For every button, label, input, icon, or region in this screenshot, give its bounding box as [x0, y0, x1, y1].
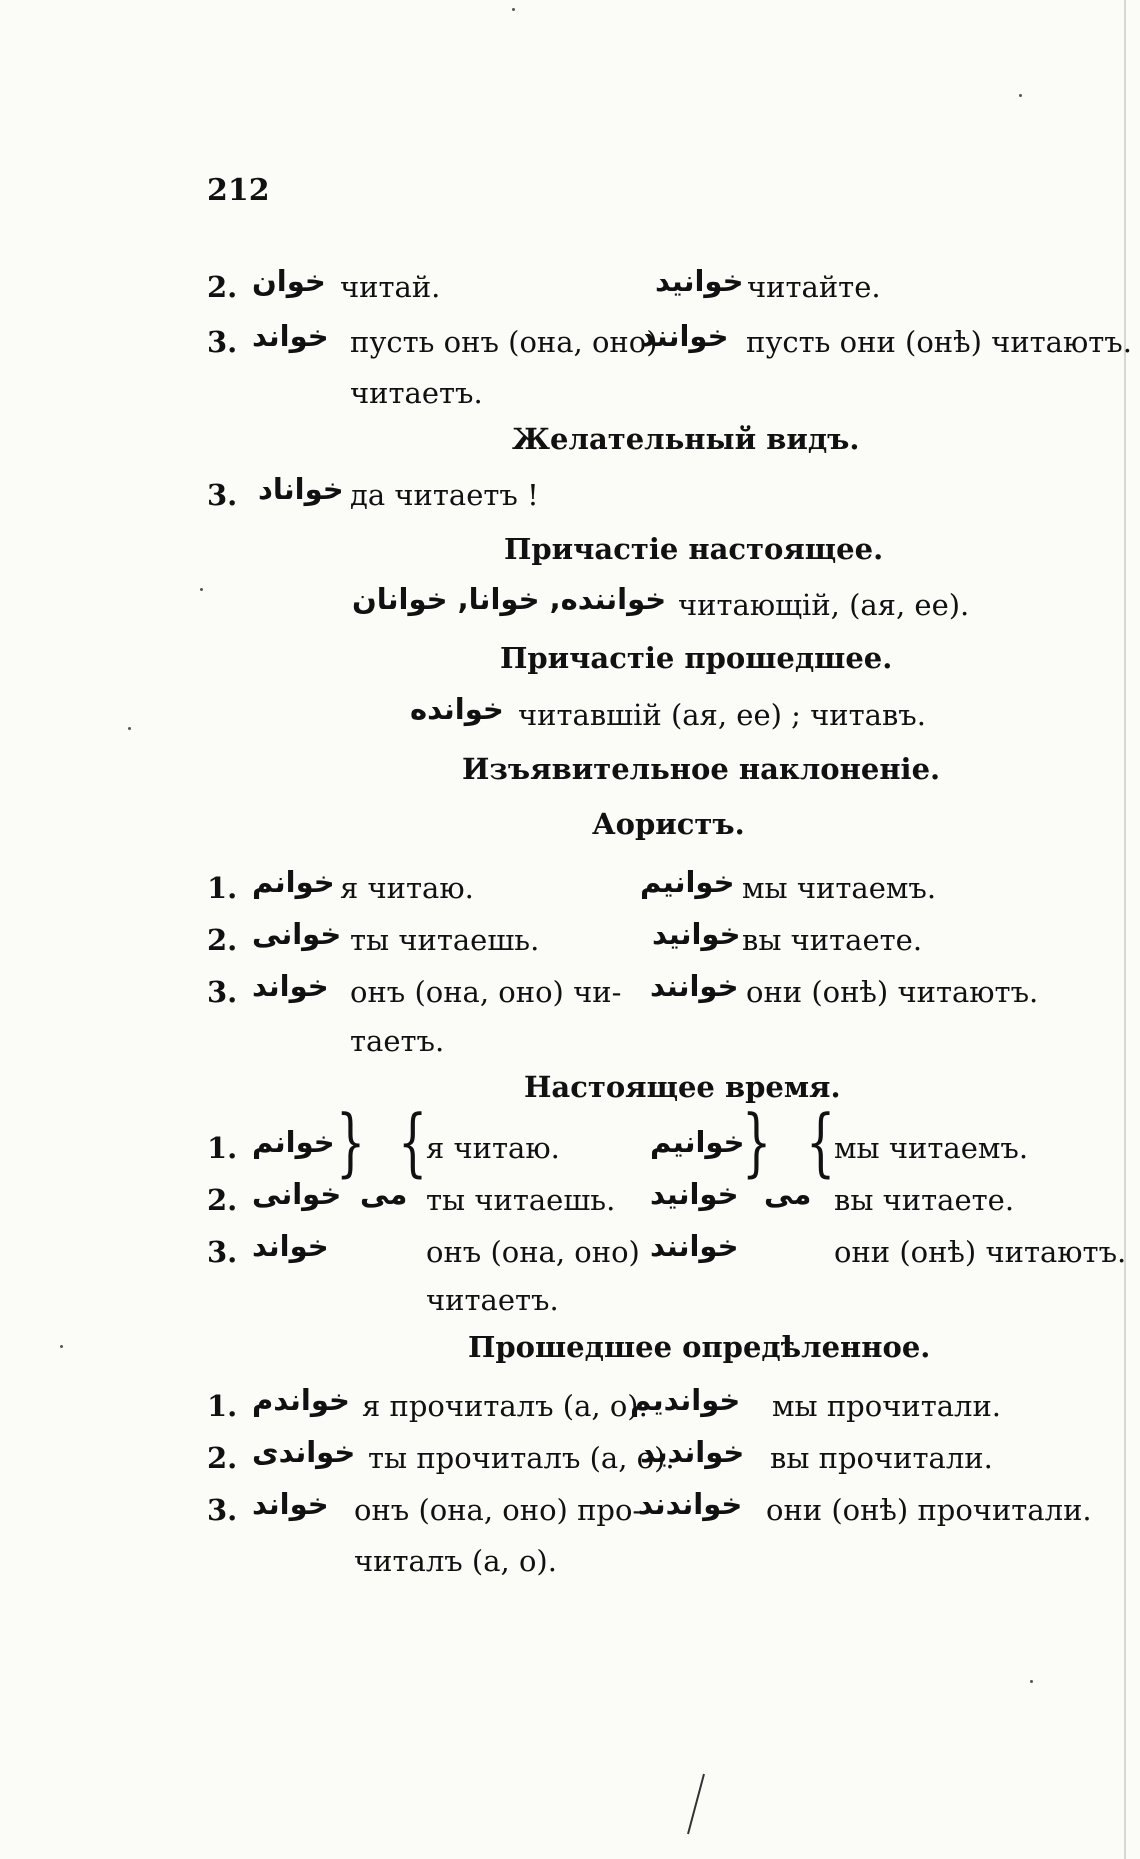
section-heading-participle-past: Причастіе прошедшее. [500, 641, 893, 675]
participle-past-russian: читавшій (ая, ее) ; читавъ. [518, 698, 926, 732]
past-2-russian-pl: вы прочитали. [770, 1441, 993, 1475]
aorist-2-persian-sg: خوانى [252, 917, 342, 951]
aorist-2-number: 2. [207, 923, 238, 957]
past-1-russian-pl: мы прочитали. [772, 1389, 1002, 1423]
imperative-2-persian-sg: خوان [252, 264, 326, 298]
present-2-russian-pl: вы читаете. [834, 1183, 1015, 1217]
present-1-russian-pl: мы читаемъ. [834, 1131, 1029, 1165]
scan-speck [1019, 94, 1022, 97]
present-1-persian-pl: خوانيم [650, 1125, 745, 1159]
aorist-3-persian-pl: خوانند [650, 969, 739, 1003]
present-3-russian-sg: онъ (она, оно) [426, 1235, 640, 1269]
left-brace-plural-meanings: { [806, 1098, 836, 1186]
past-2-persian-sg: خواندى [252, 1435, 356, 1469]
participle-present-persian: خواننده, خوانا, خوانان [352, 582, 667, 616]
imperative-3-persian-pl: خوانند [640, 319, 729, 353]
right-brace-plural-stems: } [742, 1098, 772, 1186]
right-brace-singular-stems: } [336, 1098, 366, 1186]
aorist-1-persian-pl: خوانيم [640, 865, 735, 899]
aorist-1-russian-sg: я читаю. [340, 871, 474, 905]
aorist-3-russian-pl: они (онѣ) читаютъ. [746, 975, 1039, 1009]
section-heading-optative: Желательный видъ. [512, 422, 860, 456]
aorist-2-russian-pl: вы читаете. [742, 923, 923, 957]
imperative-3-russian-pl: пусть они (онѣ) читаютъ. [746, 325, 1132, 359]
section-heading-present: Настоящее время. [524, 1070, 841, 1104]
scan-speck [128, 727, 131, 730]
imperative-3-russian-sg-cont: читаетъ. [350, 376, 483, 410]
scan-speck [60, 1345, 63, 1348]
aorist-3-persian-sg: خواند [252, 969, 329, 1003]
present-3-persian-sg: خواند [252, 1229, 329, 1263]
imperative-3-persian-sg: خواند [252, 319, 329, 353]
section-heading-past-definite: Прошедшее опредѣленное. [468, 1330, 931, 1364]
present-2-persian-pl: خوانيد [650, 1177, 739, 1211]
past-1-russian-sg: я прочиталъ (а, о). [362, 1389, 648, 1423]
present-1-persian-sg: خوانم [252, 1125, 335, 1159]
aorist-3-number: 3. [207, 975, 238, 1009]
imperative-2-russian-sg: читай. [340, 270, 441, 304]
aorist-1-persian-sg: خوانم [252, 865, 335, 899]
pen-stroke-mark [680, 1770, 710, 1840]
past-3-number: 3. [207, 1493, 238, 1527]
scan-speck [200, 588, 203, 591]
scan-speck [1030, 1680, 1033, 1683]
optative-3-number: 3. [207, 478, 238, 512]
present-2-persian-sg: خوانى [252, 1177, 342, 1211]
present-1-number: 1. [207, 1131, 238, 1165]
aorist-1-russian-pl: мы читаемъ. [742, 871, 937, 905]
optative-3-russian: да читаетъ ! [350, 478, 539, 512]
past-3-russian-pl: они (онѣ) прочитали. [766, 1493, 1092, 1527]
imperative-3-russian-sg: пусть онъ (она, оно) [350, 325, 658, 359]
past-1-number: 1. [207, 1389, 238, 1423]
optative-3-persian: خواناد [258, 472, 344, 506]
section-heading-participle-present: Причастіе настоящее. [504, 532, 884, 566]
present-3-number: 3. [207, 1235, 238, 1269]
past-2-russian-sg: ты прочиталъ (а, о). [368, 1441, 675, 1475]
past-2-persian-pl: خوانديد [640, 1435, 745, 1469]
past-1-persian-sg: خواندم [252, 1383, 350, 1417]
section-heading-indicative: Изъявительное наклоненіе. [462, 752, 941, 786]
past-3-russian-sg-cont: читалъ (а, о). [354, 1544, 557, 1578]
aorist-3-russian-sg-cont: таетъ. [350, 1024, 445, 1058]
present-3-persian-pl: خوانند [650, 1229, 739, 1263]
past-3-persian-pl: خواندند [638, 1487, 743, 1521]
present-1-russian-sg: я читаю. [426, 1131, 560, 1165]
aorist-2-persian-pl: خوانيد [652, 917, 741, 951]
participle-past-persian: خوانده [410, 692, 504, 726]
aorist-1-number: 1. [207, 871, 238, 905]
imperative-2-russian-pl: читайте. [747, 270, 881, 304]
present-3-russian-sg-cont: читаетъ. [426, 1283, 559, 1317]
past-1-persian-pl: خوانديم [630, 1383, 741, 1417]
aorist-3-russian-sg: онъ (она, оно) чи- [350, 975, 622, 1009]
past-2-number: 2. [207, 1441, 238, 1475]
left-brace-singular-meanings: { [398, 1098, 428, 1186]
page-edge-shadow [1124, 0, 1126, 1859]
imperative-3-number: 3. [207, 325, 238, 359]
section-heading-aorist: Аористъ. [592, 807, 745, 841]
page-number: 212 [207, 173, 270, 208]
present-prefix-singular: مى [360, 1177, 408, 1211]
scan-speck [512, 8, 515, 11]
present-3-russian-pl: они (онѣ) читаютъ. [834, 1235, 1127, 1269]
present-prefix-plural: مى [764, 1177, 812, 1211]
aorist-2-russian-sg: ты читаешь. [350, 923, 540, 957]
participle-present-russian: читающій, (ая, ее). [678, 588, 970, 622]
present-2-russian-sg: ты читаешь. [426, 1183, 616, 1217]
past-3-persian-sg: خواند [252, 1487, 329, 1521]
imperative-2-persian-pl: خوانيد [655, 264, 744, 298]
past-3-russian-sg: онъ (она, оно) про- [354, 1493, 643, 1527]
imperative-2-number: 2. [207, 270, 238, 304]
present-2-number: 2. [207, 1183, 238, 1217]
